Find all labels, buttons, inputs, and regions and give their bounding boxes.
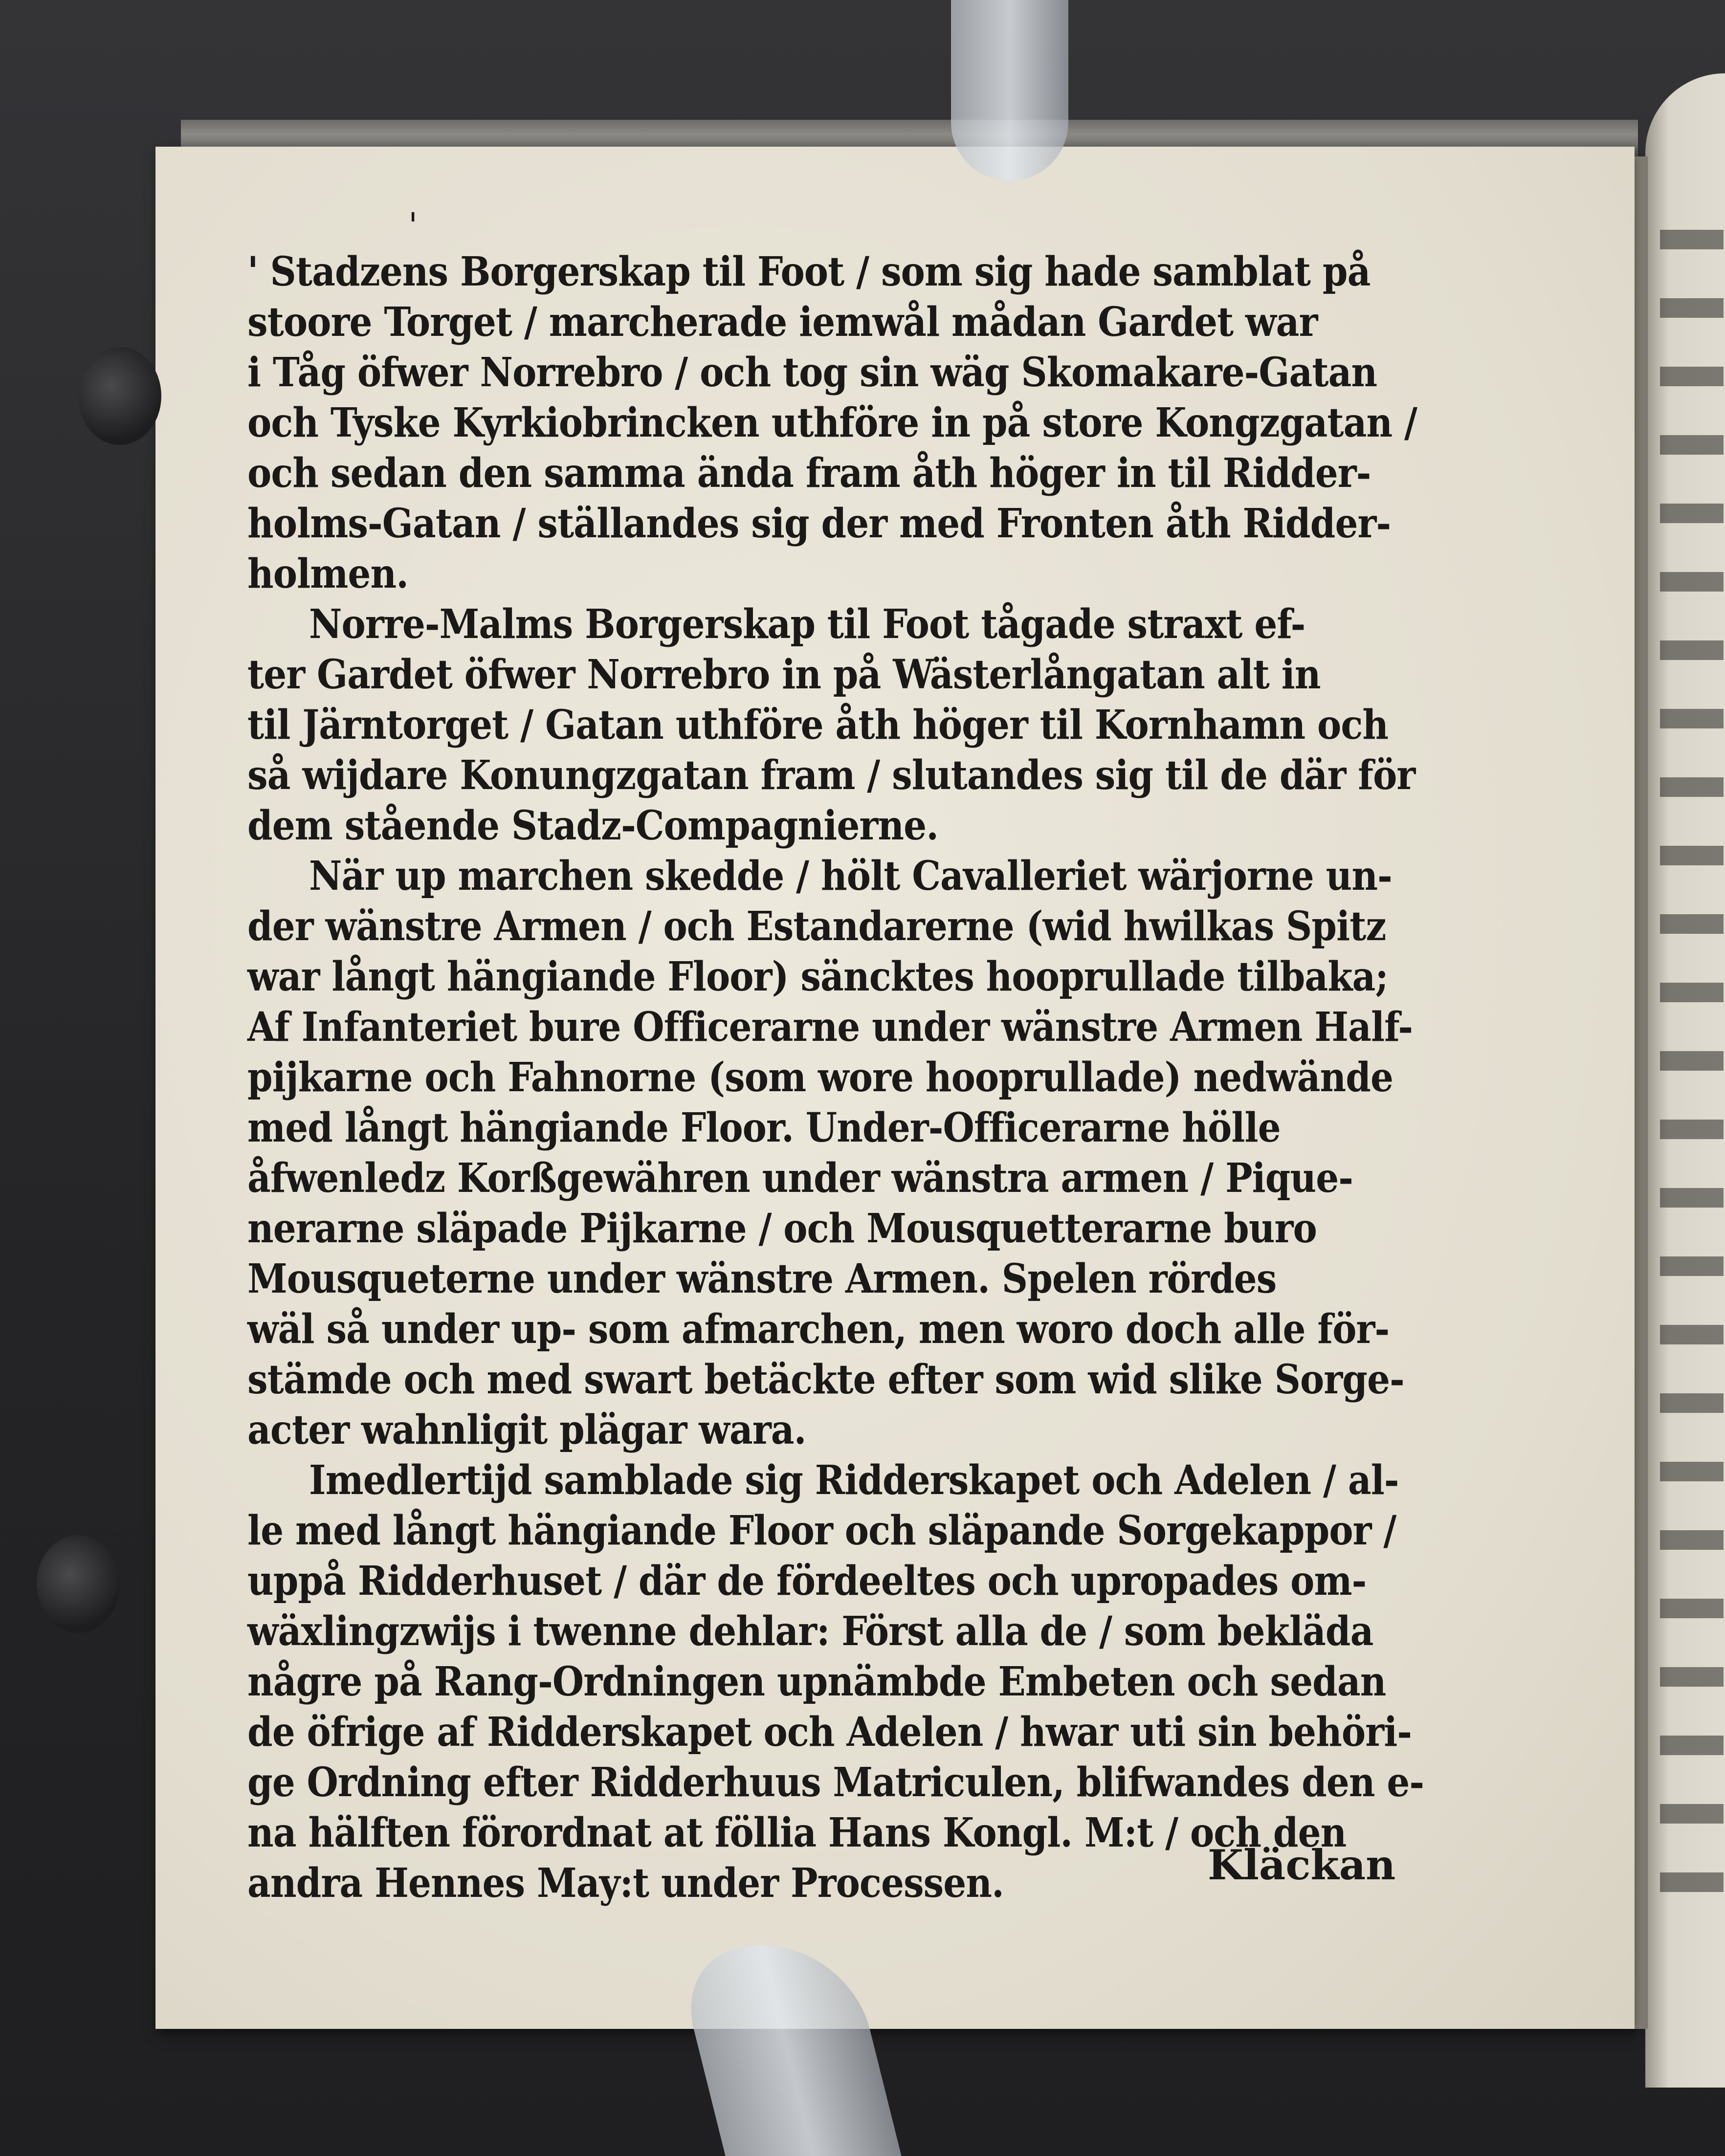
text-line-25: Imedlertijd samblade sig Ridderskapet och Adelen / al-	[309, 1457, 1399, 1504]
text-line-6: holms-Gatan / ställandes sig der med Fronten åth Ridder-	[247, 500, 1391, 547]
text-line-24: acter wahnligit plägar wara.	[247, 1407, 806, 1453]
text-line-19: åfwenledz Korßgewähren under wänstra armen / Pique-	[247, 1155, 1353, 1202]
binder-ring-top	[78, 347, 161, 445]
text-line-26: le med långt hängiande Floor och släpande Sorgekappor /	[247, 1507, 1396, 1554]
text-line-12: dem stående Stadz-Compagnierne.	[247, 802, 939, 849]
text-line-14: der wänstre Armen / och Estandarerne (wid hwilkas Spitz	[247, 903, 1386, 950]
text-line-13: När up marchen skedde / hölt Cavalleriet wärjorne un-	[309, 853, 1392, 900]
text-line-8: Norre-Malms Borgerskap til Foot tågade straxt ef-	[309, 601, 1305, 648]
text-line-22: wäl så under up- som afmarchen, men woro doch alle för-	[247, 1306, 1390, 1353]
text-line-23: stämde och med swart betäckte efter som wid slike Sorge-	[247, 1356, 1404, 1403]
text-line-29: någre på Rang-Ordningen upnämbde Embeten och sedan	[247, 1658, 1386, 1705]
text-line-7: holmen.	[247, 550, 409, 597]
text-line-4: och Tyske Kyrkiobrincken uthföre in på store Kongzgatan /	[247, 399, 1417, 446]
adjacent-page-text	[1660, 200, 1724, 1912]
text-line-10: til Järntorget / Gatan uthföre åth höger til Kornhamn och	[247, 702, 1389, 748]
text-line-21: Mousqueterne under wänstre Armen. Spelen rördes	[247, 1255, 1277, 1302]
text-line-3: i Tåg öfwer Norrebro / och tog sin wäg Skomakare-Gatan	[247, 349, 1377, 396]
text-line-17: pijkarne och Fahnorne (som wore hooprullade) nedwände	[247, 1054, 1393, 1101]
binder-ring-bottom	[37, 1535, 120, 1633]
catchword: Kläckan	[1208, 1841, 1396, 1889]
text-line-18: med långt hängiande Floor. Under-Officerarne hölle	[247, 1104, 1281, 1151]
marginal-mark: '	[408, 205, 418, 245]
text-line-11: så wijdare Konungzgatan fram / slutandes sig til de där för	[247, 752, 1415, 799]
text-line-1: ' Stadzens Borgerskap til Foot / som sig hade samblat på	[247, 248, 1371, 295]
text-line-27: uppå Ridderhuset / där de fördeeltes och upropades om-	[247, 1558, 1367, 1605]
text-line-33: andra Hennes May:t under Processen.	[247, 1860, 1004, 1907]
page-body-text	[247, 247, 1424, 1909]
holding-strap-top	[951, 0, 1068, 181]
text-line-5: och sedan den samma ända fram åth höger in til Ridder-	[247, 450, 1371, 497]
text-line-2: stoore Torget / marcherade iemwål mådan Gardet war	[247, 299, 1318, 346]
text-line-32: na hälften förordnat at föllia Hans Kongl. M:t / och den	[247, 1809, 1347, 1856]
adjacent-page	[1645, 73, 1725, 2088]
text-line-16: Af Infanteriet bure Officerarne under wänstre Armen Half-	[247, 1004, 1413, 1051]
text-line-28: wäxlingzwijs i twenne dehlar: Först alla de / som bekläda	[247, 1608, 1373, 1655]
text-line-30: de öfrige af Ridderskapet och Adelen / hwar uti sin behöri-	[247, 1709, 1412, 1756]
text-line-31: ge Ordning efter Ridderhuus Matriculen, blifwandes den e-	[247, 1759, 1424, 1806]
text-line-20: nerarne släpade Pijkarne / och Mousquetterarne buro	[247, 1205, 1317, 1252]
text-line-15: war långt hängiande Floor) säncktes hooprullade tilbaka;	[247, 953, 1388, 1000]
text-line-9: ter Gardet öfwer Norrebro in på Wästerlångatan alt in	[247, 651, 1321, 698]
